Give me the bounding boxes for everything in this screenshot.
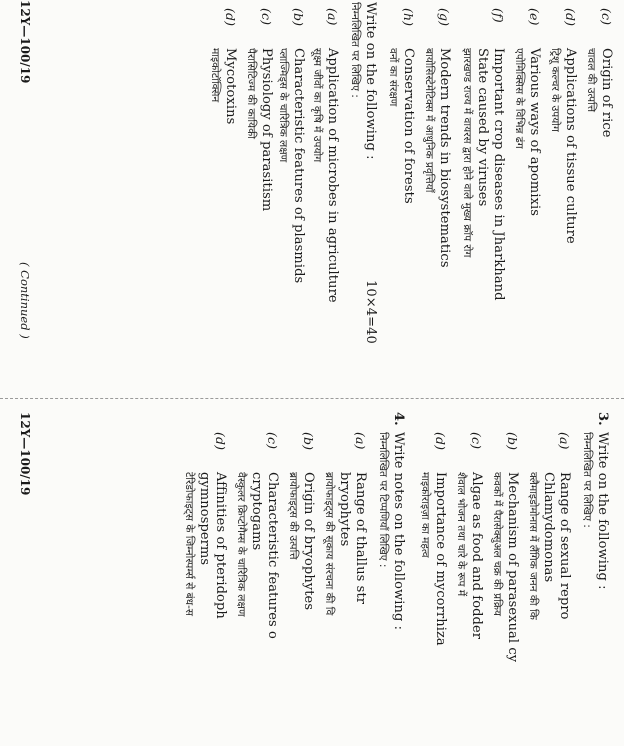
page-bottom-q3-item-d-hi: माइकोराइज़ा का महत्व bbox=[419, 472, 431, 558]
page-top-q4-item-d-label: (d) bbox=[223, 8, 238, 27]
page-bottom-q4-item-c-label: (c) bbox=[265, 432, 280, 450]
page-top-item-h-hi: वनों का संरक्षण bbox=[387, 48, 399, 107]
page-bottom-q3-prompt: Write on the following : bbox=[595, 432, 610, 590]
page-bottom-q3-item-a-en-2: Chlamydomonas bbox=[541, 472, 556, 583]
page-bottom-q4-prompt-hi: निम्नलिखित पर टिप्पणियाँ लिखिए : bbox=[377, 432, 389, 568]
page-top-item-d-en: Applications of tissue culture bbox=[563, 48, 578, 244]
page-top-item-f-label: (f) bbox=[491, 8, 506, 23]
page-top-item-f-hi: झारखण्ड राज्य में वायरस द्वारा होने वाले मुख्य क्रॉप रोग bbox=[461, 48, 473, 258]
page-top-item-h-en: Conservation of forests bbox=[401, 48, 416, 204]
page-bottom-q3-item-a-hi: क्लैमाइडोमोनास में लैंगिक जनन की कि bbox=[527, 472, 539, 620]
page-separator bbox=[0, 398, 624, 399]
page-top-q4-prompt-hi: निम्नलिखित पर लिखिए : bbox=[349, 2, 361, 98]
page-bottom-q3-item-b-label: (b) bbox=[505, 432, 520, 451]
page-top-q4-item-b-label: (b) bbox=[291, 8, 306, 27]
page-top-item-g-label: (g) bbox=[437, 8, 452, 27]
page-top-item-e-hi: एपोमिक्सिस के विभिन्न ढंग bbox=[513, 48, 525, 149]
page-top-item-e-en: Various ways of apomixis bbox=[527, 48, 542, 217]
page-top-item-f-en-2: State caused by viruses bbox=[475, 48, 490, 207]
page-bottom-q3-prompt-hi: निम्नलिखित पर लिखिए : bbox=[581, 432, 593, 528]
page-bottom-q4-item-c-hi: वैस्कुलर क्रिप्टोगैम्स के चारित्रिक लक्षण bbox=[235, 472, 247, 617]
page-top-item-d-label: (d) bbox=[563, 8, 578, 27]
page-top-q4-item-a-label: (a) bbox=[325, 8, 340, 26]
page-bottom-q4-item-b-label: (b) bbox=[301, 432, 316, 451]
page-top-item-g-hi: बायोसिस्टेमेटिक्स में आधुनिक प्रवृत्तियाँ bbox=[423, 48, 435, 193]
page-top-continued: ( Continued ) bbox=[18, 262, 32, 339]
page-bottom-q3-item-c-label: (c) bbox=[469, 432, 484, 450]
page-bottom-q4-prompt: Write notes on the following : bbox=[391, 432, 406, 631]
page-top-footer-code: 12Y—100/19 bbox=[18, 0, 32, 84]
page-bottom-q4-item-b-en: Origin of bryophytes bbox=[301, 472, 316, 611]
page-bottom-q4-item-a-hi: ब्रायोफाइट्स की सूकाय संरचना की वि bbox=[323, 472, 335, 616]
page-bottom-q4-number: 4. bbox=[391, 412, 406, 426]
page-top-item-e-label: (e) bbox=[527, 8, 542, 26]
page-bottom-q3-item-c-en: Algae as food and fodder bbox=[469, 472, 484, 640]
page-bottom-q4-item-c-en-2: cryptogams bbox=[249, 472, 264, 551]
page-bottom-q4-item-a-en-2: bryophytes bbox=[337, 472, 352, 547]
page-bottom-q4-item-d-label: (d) bbox=[213, 432, 228, 451]
page-bottom-q3-number: 3. bbox=[595, 412, 610, 426]
page-top-q4-item-b-en: Characteristic features of plasmids bbox=[291, 48, 306, 284]
page-top-item-g-en: Modern trends in biosystematics bbox=[437, 48, 452, 268]
page-top-q4-item-b-hi: प्लाज्मिड्स के चारित्रिक लक्षण bbox=[277, 48, 289, 163]
page-top-q4-item-d-hi: माइकोटॉक्सिन bbox=[209, 48, 221, 103]
page-bottom-q3-item-d-label: (d) bbox=[433, 432, 448, 451]
page-top-q4-item-a-en: Application of microbes in agriculture bbox=[325, 48, 340, 303]
page-bottom-q4-item-d-hi: टेरिडोफाइट्स के जिम्नोस्पर्म्स से बंध-स bbox=[183, 472, 195, 617]
page-top-q4-item-c-hi: पैरासिटिज्म की कायिकी bbox=[245, 48, 257, 139]
page-top-item-d-hi: ट्रिशू कल्चर के उपयोग bbox=[549, 48, 561, 132]
page-top-q4-item-d-en: Mycotoxins bbox=[223, 48, 238, 125]
page-top-q4-item-a-hi: सूक्ष्म जीवों का कृषि में उपयोग bbox=[311, 48, 323, 163]
page-top-item-h-label: (h) bbox=[401, 8, 416, 27]
page-bottom-q3-item-a-en-1: Range of sexual repro bbox=[557, 472, 572, 620]
page-top-item-f-en-1: Important crop diseases in Jharkhand bbox=[491, 48, 506, 301]
page-top-item-c-en: Origin of rice bbox=[599, 48, 614, 138]
page-bottom-q3-item-c-hi: शैवाल भोजन तथा चारे के रूप में bbox=[455, 472, 467, 597]
page-top-q4-marks: 10×4=40 bbox=[363, 280, 378, 344]
page-bottom-q4-item-a-en-1: Range of thallus str bbox=[353, 472, 368, 605]
page-bottom-q3-item-b-hi: कवकों में पैरासेक्सुअल चक्र की प्रक्रिय bbox=[491, 472, 503, 616]
page-bottom-q4-item-c-en-1: Characteristic features o bbox=[265, 472, 280, 639]
page-top-item-c-hi: चावल की उत्पत्ति bbox=[585, 48, 597, 113]
page-bottom-q4-item-d-en-2: gymnosperms bbox=[197, 472, 212, 566]
page-top-q4-item-c-en: Physiology of parasitism bbox=[259, 48, 274, 212]
page-bottom-q3-item-a-label: (a) bbox=[557, 432, 572, 450]
page-bottom-q4-item-a-label: (a) bbox=[353, 432, 368, 450]
page-top-item-c-label: (c) bbox=[599, 8, 614, 26]
page-top-q4-item-c-label: (c) bbox=[259, 8, 274, 26]
page-bottom-q4-item-d-en-1: Affinities of pteridoph bbox=[213, 472, 228, 619]
page-bottom-q4-item-b-hi: ब्रायोफाइट्स की उत्पत्ति bbox=[287, 472, 299, 560]
page-bottom-q3-item-b-en: Mechanism of parasexual cy bbox=[505, 472, 520, 663]
page-top-q4-prompt: Write on the following : bbox=[363, 2, 378, 160]
page-bottom-footer-code: 12Y—100/19 bbox=[18, 412, 32, 496]
page-bottom-q3-item-d-en: Importance of mycorrhiza bbox=[433, 472, 448, 646]
